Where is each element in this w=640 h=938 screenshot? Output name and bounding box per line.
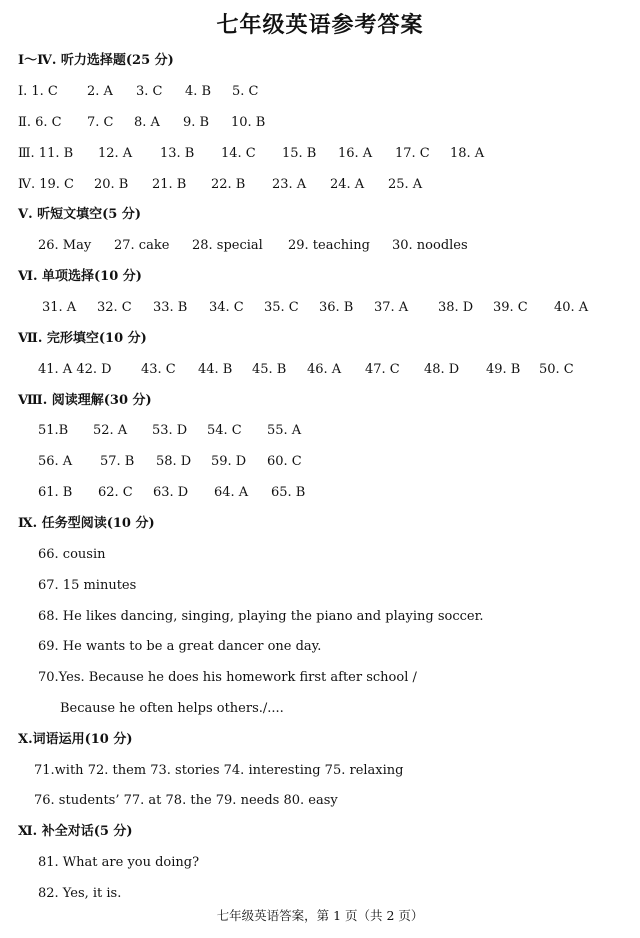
answer-item: 43. C [141, 362, 176, 377]
answer-item: 25. A [388, 177, 423, 192]
answer-item: Ⅱ. 6. C [18, 115, 62, 130]
page-footer: 七年级英语答案，第 1 页（共 2 页） [216, 908, 424, 923]
answer-row-8b [38, 453, 438, 471]
answer-item: 41. A 42. D [38, 362, 112, 377]
answer-item: 52. A [93, 423, 128, 438]
section-listening-fill: Ⅴ. 听短文填空(5 分) [18, 207, 142, 222]
answer-item: 38. D [438, 300, 474, 315]
answer-item: 21. B [152, 177, 187, 192]
answer-item: 46. A [307, 362, 342, 377]
section-dialogue: Ⅺ. 补全对话(5 分) [18, 824, 133, 839]
answer-item: Ⅰ. 1. C [18, 84, 58, 99]
answer-item: 55. A [267, 423, 302, 438]
answer-item: 44. B [198, 362, 233, 377]
answer-item: 5. C [232, 84, 259, 99]
answer-row-3 [18, 145, 618, 163]
answer-row-5 [38, 237, 618, 255]
answer-row-4 [18, 176, 618, 194]
answer-item: 40. A [554, 300, 589, 315]
answer-item: 31. A [42, 300, 77, 315]
answer-row-76-80: 76. students’ 77. at 78. the 79. needs 80. easy [34, 793, 338, 808]
answer-item: 29. teaching [288, 238, 370, 253]
answer-70-line2: Because he often helps others./.... [60, 701, 284, 716]
answer-81: 81. What are you doing? [38, 855, 200, 870]
answer-item: 2. A [87, 84, 113, 99]
answer-item: 63. D [153, 485, 189, 500]
answer-item: 3. C [136, 84, 163, 99]
section-word-usage: Ⅹ.词语运用(10 分) [18, 732, 133, 747]
answer-item: 18. A [450, 146, 485, 161]
answer-item: 13. B [160, 146, 195, 161]
answer-item: 22. B [211, 177, 246, 192]
answer-item: 48. D [424, 362, 460, 377]
section-reading: Ⅷ. 阅读理解(30 分) [18, 393, 152, 408]
answer-item: 45. B [252, 362, 287, 377]
answer-row-8a [38, 422, 438, 440]
answer-item: 37. A [374, 300, 409, 315]
answer-row-1 [18, 83, 618, 101]
answer-row-8c [38, 484, 438, 502]
answer-item: 30. noodles [392, 238, 468, 253]
answer-item: 56. A [38, 454, 73, 469]
answer-item: 34. C [209, 300, 244, 315]
section-listening: Ⅰ～Ⅳ. 听力选择题(25 分) [18, 53, 174, 68]
answer-item: 49. B [486, 362, 521, 377]
answer-item: 39. C [493, 300, 528, 315]
answer-item: 10. B [231, 115, 266, 130]
answer-item: 24. A [330, 177, 365, 192]
answer-item: 4. B [185, 84, 212, 99]
answer-70-line1: 70.Yes. Because he does his homework first after school / [38, 670, 417, 685]
answer-item: 51.B [38, 423, 69, 438]
answer-item: 57. B [100, 454, 135, 469]
answer-row-6 [42, 299, 622, 317]
answer-item: 20. B [94, 177, 129, 192]
answer-item: 14. C [221, 146, 256, 161]
answer-item: 17. C [395, 146, 430, 161]
page-title: 七年级英语参考答案 [216, 12, 424, 38]
answer-row-71-75: 71.with 72. them 73. stories 74. interesting 75. relaxing [34, 763, 404, 778]
answer-item: 62. C [98, 485, 133, 500]
answer-row-7 [38, 361, 618, 379]
answer-item: 50. C [539, 362, 574, 377]
answer-66: 66. cousin [38, 547, 106, 562]
section-task-reading: Ⅸ. 任务型阅读(10 分) [18, 516, 155, 531]
answer-item: 15. B [282, 146, 317, 161]
answer-item: 27. cake [114, 238, 170, 253]
answer-item: 16. A [338, 146, 373, 161]
answer-item: 54. C [207, 423, 242, 438]
answer-item: 61. B [38, 485, 73, 500]
answer-item: 23. A [272, 177, 307, 192]
answer-item: 8. A [134, 115, 160, 130]
answer-item: 65. B [271, 485, 306, 500]
answer-row-2 [18, 114, 618, 132]
answer-item: 59. D [211, 454, 247, 469]
answer-item: Ⅳ. 19. C [18, 177, 75, 192]
answer-69: 69. He wants to be a great dancer one day. [38, 639, 322, 654]
answer-item: 64. A [214, 485, 249, 500]
answer-item: 32. C [97, 300, 132, 315]
answer-item: 26. May [38, 238, 92, 253]
answer-item: 53. D [152, 423, 188, 438]
section-cloze: Ⅶ. 完形填空(10 分) [18, 331, 147, 346]
answer-item: 33. B [153, 300, 188, 315]
answer-item: 28. special [192, 238, 263, 253]
section-single-choice: Ⅵ. 单项选择(10 分) [18, 269, 142, 284]
answer-82: 82. Yes, it is. [38, 886, 122, 901]
answer-item: 35. C [264, 300, 299, 315]
answer-item: Ⅲ. 11. B [18, 146, 74, 161]
answer-item: 7. C [87, 115, 114, 130]
answer-item: 58. D [156, 454, 192, 469]
answer-item: 47. C [365, 362, 400, 377]
answer-item: 60. C [267, 454, 302, 469]
answer-item: 12. A [98, 146, 133, 161]
answer-item: 9. B [183, 115, 210, 130]
answer-item: 36. B [319, 300, 354, 315]
answer-67: 67. 15 minutes [38, 578, 137, 593]
answer-68: 68. He likes dancing, singing, playing the piano and playing soccer. [38, 609, 484, 624]
